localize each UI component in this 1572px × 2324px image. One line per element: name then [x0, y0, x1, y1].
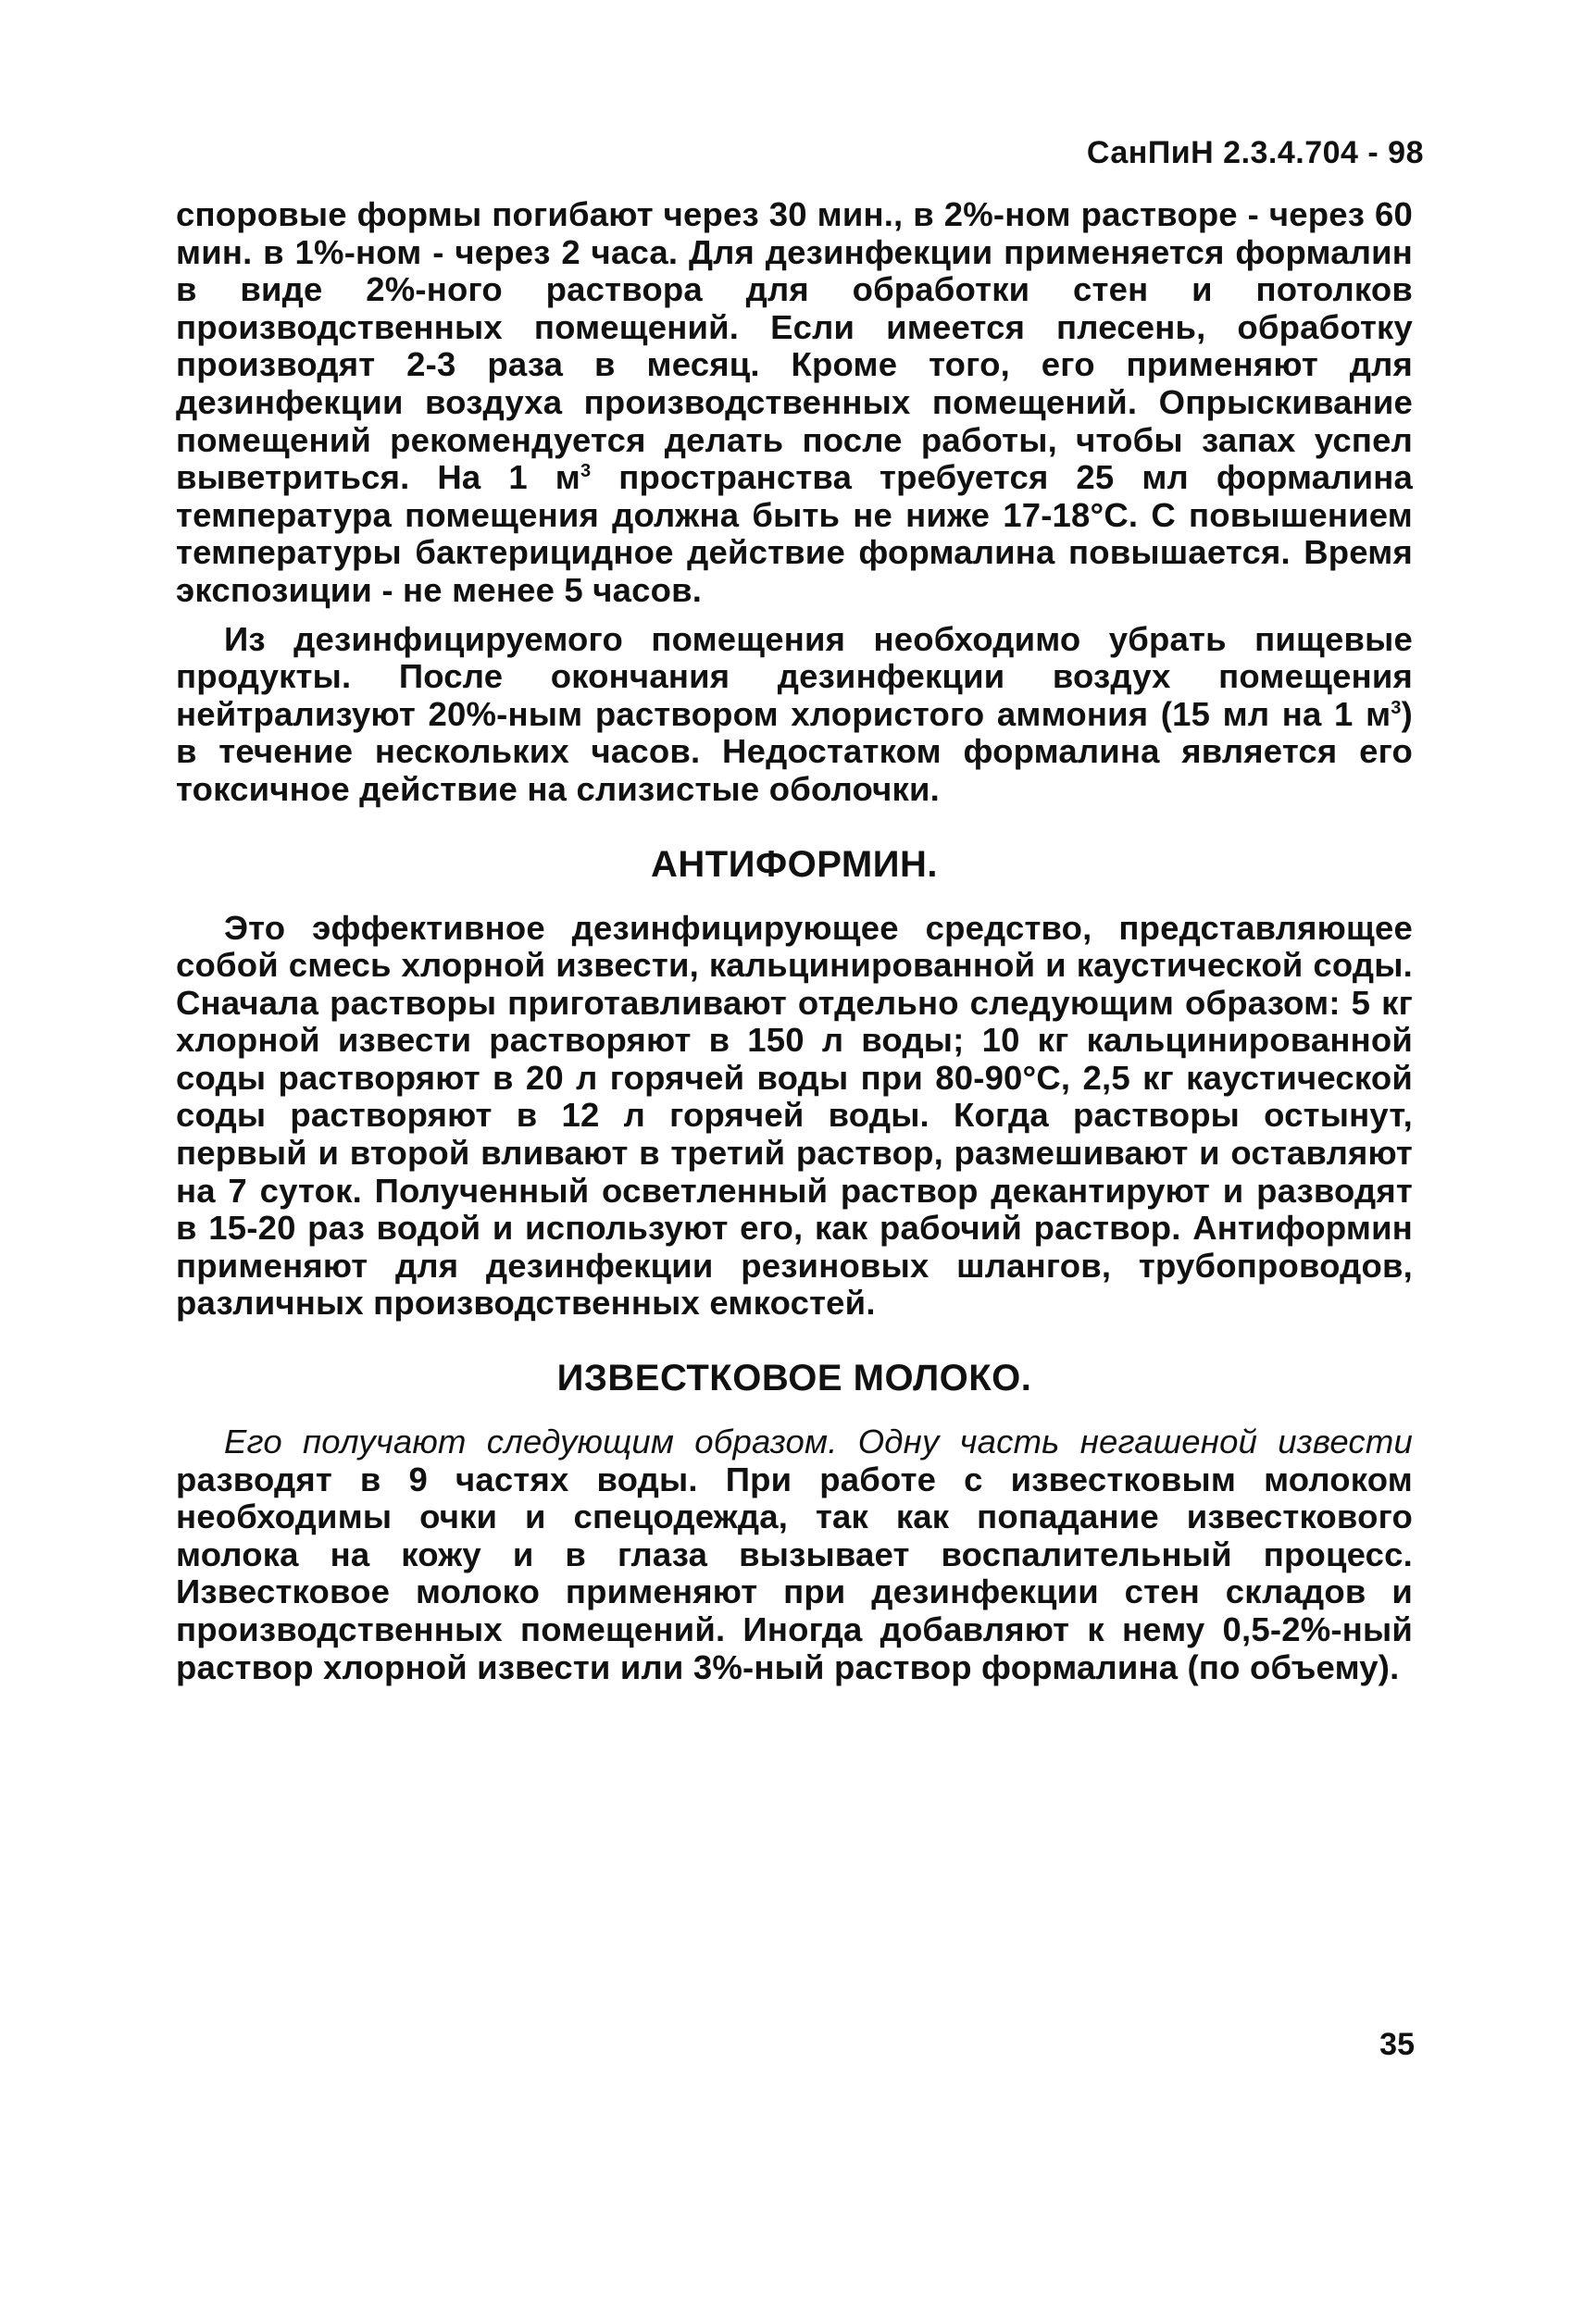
paragraph-text: ) в течение нескольких часов. Недостатком формалина является его токсичное действие на слизистые оболочки.	[176, 694, 1413, 808]
paragraph-text: разводят в 9 частях воды. При работе с известковым молоком необходимы очки и спецодежда, так как попадание известкового молока на кожу и в глаза вызывает воспалительный процесс. Известковое молоко применяют при дезинфекции стен складов и производственных помещений. Иногда добавляют к нему 0,5-2%-ный раствор хлорной извести или 3%-ный раствор формалина (по объему).	[176, 1460, 1413, 1686]
italic-lead-text: Его получают следующим образом. Одну часть негашеной извести	[224, 1423, 1413, 1461]
document-code-header: СанПиН 2.3.4.704 - 98	[1086, 135, 1424, 170]
superscript: 3	[1391, 697, 1402, 718]
page-body	[176, 196, 1413, 1697]
paragraph-formalin-continued	[176, 196, 1413, 610]
paragraph-text: пространства требуется 25 мл формалина температура помещения должна быть не ниже 17-18°С. С повышением температуры бактерицидное действие формалина повышается. Время экспозиции - не менее 5 часов.	[176, 458, 1413, 609]
paragraph-text: споровые формы погибают через 30 мин., в 2%-ном растворе - через 60 мин. в 1%-ном - через 2 часа. Для дезинфекции применяется формалин в виде 2%-ного раствора для обработки стен и потолков производственных помещений. Если имеется плесень, обработку производят 2-3 раза в месяц. Кроме того, его применяют для дезинфекции воздуха производственных помещений. Опрыскивание помещений рекомендуется делать после работы, чтобы запах успел выветриться. На 1 м	[176, 195, 1413, 497]
paragraph-antiformin: Это эффективное дезинфицирующее средство, представляющее собой смесь хлорной извести, кальцинированной и каустической соды. Сначала растворы приготавливают отдельно следующим образом: 5 кг хлорной извести растворяют в 150 л воды; 10 кг кальцинированной соды растворяют в 20 л горячей воды при 80-90°С, 2,5 кг каустической соды растворяют в 12 л горячей воды. Когда растворы остынут, первый и второй вливают в третий раствор, размешивают и оставляют на 7 суток. Полученный осветленный раствор декантируют и разводят в 15-20 раз водой и используют его, как рабочий раствор. Антиформин применяют для дезинфекции резиновых шлангов, трубопроводов, различных производственных емкостей.	[176, 908, 1413, 1323]
section-heading-antiformin: АНТИФОРМИН.	[651, 843, 938, 885]
paragraph-formalin-neutralization	[176, 621, 1413, 809]
page-number: 35	[1379, 2027, 1415, 2062]
paragraph-lime-milk	[176, 1423, 1413, 1686]
superscript: 3	[580, 461, 592, 481]
paragraph-text: Из дезинфицируемого помещения необходимо убрать пищевые продукты. После окончания дезинфекции воздух помещения нейтрализуют 20%-ным раствором хлористого аммония (15 мл на 1 м	[176, 619, 1413, 733]
section-heading-lime-milk: ИЗВЕСТКОВОЕ МОЛОКО.	[556, 1358, 1032, 1399]
